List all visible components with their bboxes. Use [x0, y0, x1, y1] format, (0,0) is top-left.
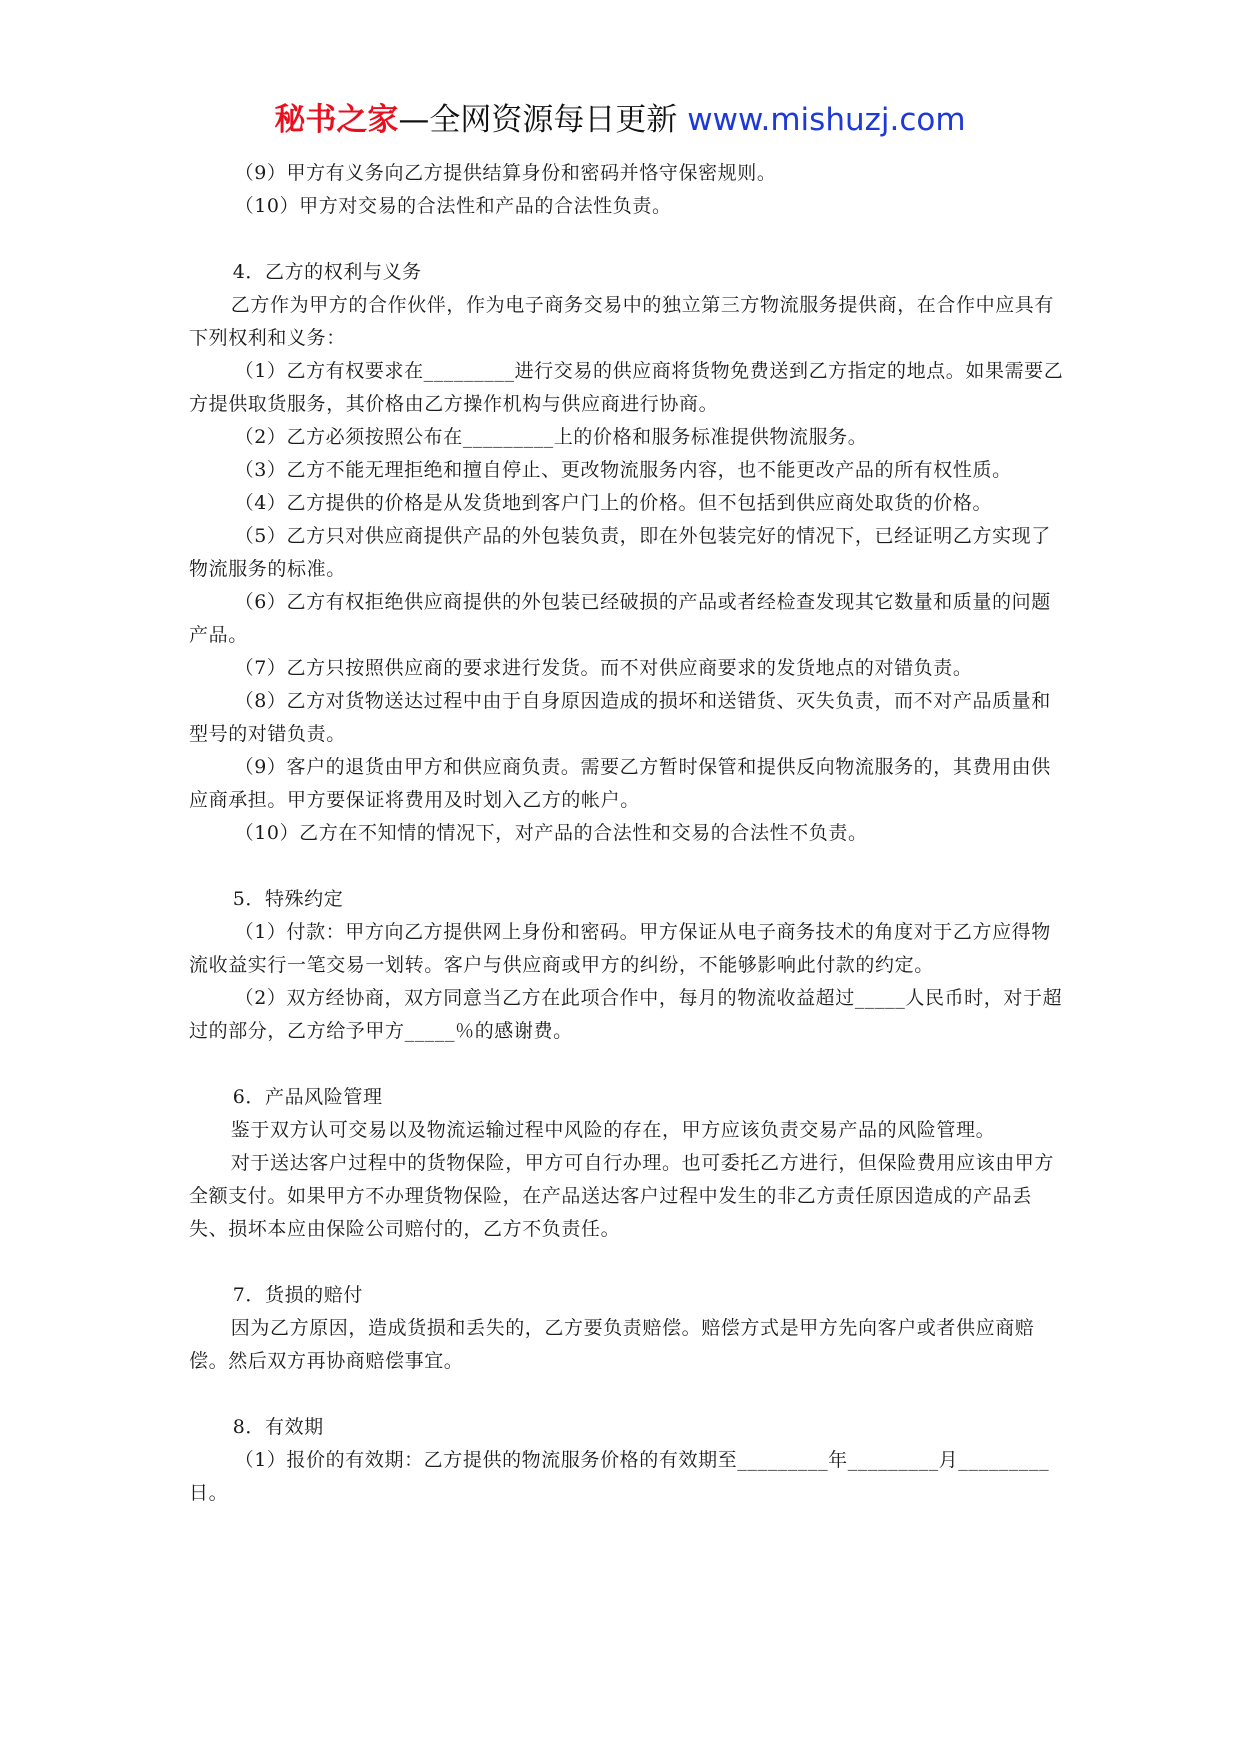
- section-4-intro: 乙方作为甲方的合作伙伴，作为电子商务交易中的独立第三方物流服务提供商，在合作中应具有下列权利和义务：: [189, 294, 1054, 349]
- s3-item-10: （10）甲方对交易的合法性和产品的合法性负责。: [234, 195, 672, 217]
- section-gap: [189, 1246, 1069, 1279]
- section-6-heading: 6．产品风险管理: [232, 1086, 383, 1108]
- site-header: [0, 100, 1240, 140]
- section-4-heading: 4．乙方的权利与义务: [232, 261, 422, 283]
- s4-item-5: （5）乙方只对供应商提供产品的外包装负责，即在外包装完好的情况下，已经证明乙方实现了物流服务的标准。: [189, 525, 1051, 580]
- s4-item-4: （4）乙方提供的价格是从发货地到客户门上的价格。但不包括到供应商处取货的价格。: [234, 492, 993, 514]
- section-gap: [189, 1378, 1069, 1411]
- section-gap: [189, 223, 1069, 256]
- s4-item-8: （8）乙方对货物送达过程中由于自身原因造成的损坏和送错货、灭失负责，而不对产品质量和型号的对错负责。: [189, 690, 1051, 745]
- s4-item-3: （3）乙方不能无理拒绝和擅自停止、更改物流服务内容，也不能更改产品的所有权性质。: [234, 459, 1012, 481]
- s7-paragraph-1: 因为乙方原因，造成货损和丢失的，乙方要负责赔偿。赔偿方式是甲方先向客户或者供应商赔偿。然后双方再协商赔偿事宜。: [189, 1317, 1035, 1372]
- brand-name: 秘书之家: [274, 102, 399, 138]
- s4-item-1: （1）乙方有权要求在_________进行交易的供应商将货物免费送到乙方指定的地点。如果需要乙方提供取货服务，其价格由乙方操作机构与供应商进行协商。: [189, 360, 1064, 415]
- s5-item-2: （2）双方经协商，双方同意当乙方在此项合作中，每月的物流收益超过_____人民币时，对于超过的部分，乙方给予甲方_____％的感谢费。: [189, 987, 1063, 1042]
- s3-item-9: （9）甲方有义务向乙方提供结算身份和密码并恪守保密规则。: [234, 162, 777, 184]
- s4-item-7: （7）乙方只按照供应商的要求进行发货。而不对供应商要求的发货地点的对错负责。: [234, 657, 973, 679]
- section-7-heading: 7．货损的赔付: [232, 1284, 363, 1306]
- site-url: www.mishuzj.com: [687, 102, 966, 138]
- section-5-heading: 5．特殊约定: [232, 888, 344, 910]
- document-body: [189, 157, 1069, 1510]
- header-slogan: —全网资源每日更新: [398, 102, 678, 138]
- section-8-heading: 8．有效期: [232, 1416, 324, 1438]
- s5-item-1: （1）付款：甲方向乙方提供网上身份和密码。甲方保证从电子商务技术的角度对于乙方应得物流收益实行一笔交易一划转。客户与供应商或甲方的纠纷，不能够影响此付款的约定。: [189, 921, 1051, 976]
- s4-item-2: （2）乙方必须按照公布在_________上的价格和服务标准提供物流服务。: [234, 426, 868, 448]
- s6-paragraph-1: 鉴于双方认可交易以及物流运输过程中风险的存在，甲方应该负责交易产品的风险管理。: [230, 1119, 996, 1141]
- s6-paragraph-2: 对于送达客户过程中的货物保险，甲方可自行办理。也可委托乙方进行，但保险费用应该由甲方全额支付。如果甲方不办理货物保险，在产品送达客户过程中发生的非乙方责任原因造成的产品丢失、损坏本应由保险公司赔付的，乙方不负责任。: [189, 1152, 1054, 1240]
- s8-item-1: （1）报价的有效期：乙方提供的物流服务价格的有效期至_________年_________月_________日。: [189, 1449, 1050, 1504]
- section-gap: [189, 1048, 1069, 1081]
- s4-item-10: （10）乙方在不知情的情况下，对产品的合法性和交易的合法性不负责。: [234, 822, 868, 844]
- s4-item-9: （9）客户的退货由甲方和供应商负责。需要乙方暂时保管和提供反向物流服务的，其费用由供应商承担。甲方要保证将费用及时划入乙方的帐户。: [189, 756, 1051, 811]
- s4-item-6: （6）乙方有权拒绝供应商提供的外包装已经破损的产品或者经检查发现其它数量和质量的问题产品。: [189, 591, 1051, 646]
- section-gap: [189, 850, 1069, 883]
